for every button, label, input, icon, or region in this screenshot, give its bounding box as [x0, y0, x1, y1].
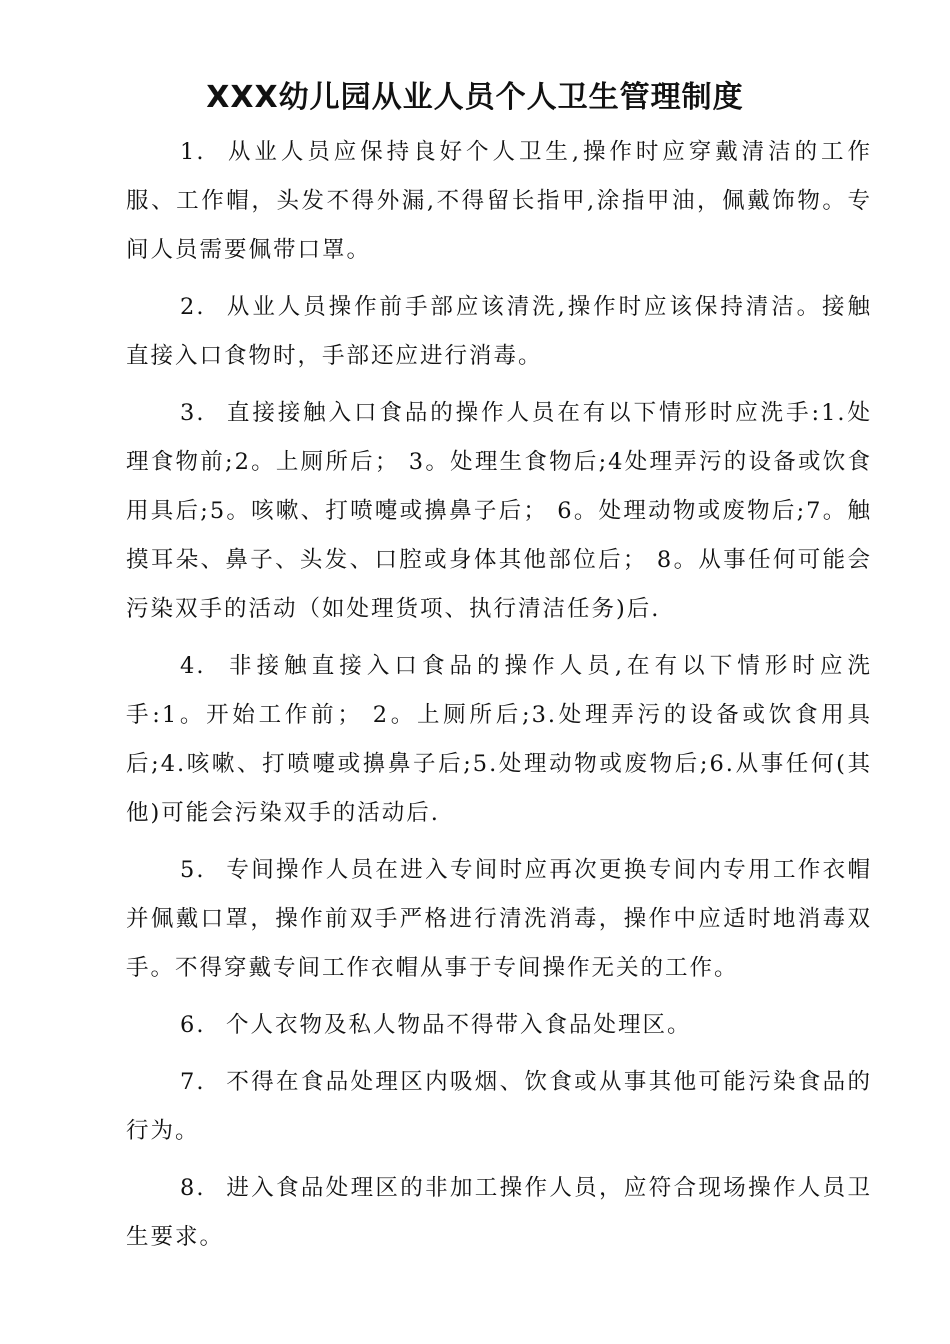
rule-paragraph-7 — [126, 1058, 872, 1156]
rule-text: 直接接触入口食品的操作人员在有以下情形时应洗手:1.处理食物前;2。上厕所后； 3。处理生食物后;4处理弄污的设备或饮食用具后;5。咳嗽、打喷嚏或擤鼻子后； 6。处理动物或废物后;7。触摸耳朵、鼻子、头发、口腔或身体其他部位后； 8。从事任何可能会污染双手的活动（如处理货项、执行清洁任务)后. — [126, 400, 872, 622]
document-title: XXX幼儿园从业人员个人卫生管理制度 — [206, 80, 744, 115]
rule-text: 进入食品处理区的非加工操作人员，应符合现场操作人员卫生要求。 — [126, 1175, 872, 1250]
rule-paragraph-5 — [126, 846, 872, 993]
rule-number: 1. — [180, 139, 206, 165]
rule-paragraph-8 — [126, 1164, 872, 1262]
rule-paragraph-1 — [126, 128, 872, 275]
rule-text: 不得在食品处理区内吸烟、饮食或从事其他可能污染食品的行为。 — [126, 1069, 872, 1144]
rule-text: 从业人员应保持良好个人卫生,操作时应穿戴清洁的工作服、工作帽，头发不得外漏,不得留长指甲,涂指甲油，佩戴饰物。专间人员需要佩带口罩。 — [126, 139, 872, 263]
rule-number: 5. — [180, 857, 206, 883]
rule-text: 个人衣物及私人物品不得带入食品处理区。 — [226, 1012, 692, 1038]
rule-paragraph-2 — [126, 283, 872, 381]
document-body — [126, 128, 872, 1270]
rule-text: 非接触直接入口食品的操作人员,在有以下情形时应洗手:1。开始工作前； 2。上厕所后;3.处理弄污的设备或饮食用具后;4.咳嗽、打喷嚏或擤鼻子后;5.处理动物或废物后;6.从事任何(其他)可能会污染双手的活动后. — [126, 653, 872, 826]
rule-text: 专间操作人员在进入专间时应再次更换专间内专用工作衣帽并佩戴口罩，操作前双手严格进行清洗消毒，操作中应适时地消毒双手。不得穿戴专间工作衣帽从事于专间操作无关的工作。 — [126, 857, 872, 981]
rule-number: 8. — [180, 1175, 206, 1201]
rule-paragraph-4 — [126, 642, 872, 838]
rule-paragraph-3 — [126, 389, 872, 634]
rule-number: 6. — [180, 1012, 206, 1038]
rule-number: 4. — [180, 653, 206, 679]
rule-number: 7. — [180, 1069, 206, 1095]
rule-number: 2. — [180, 294, 206, 320]
rule-number: 3. — [180, 400, 206, 426]
rule-text: 从业人员操作前手部应该清洗,操作时应该保持清洁。接触直接入口食物时，手部还应进行消毒。 — [126, 294, 872, 369]
rule-paragraph-6 — [126, 1001, 872, 1050]
